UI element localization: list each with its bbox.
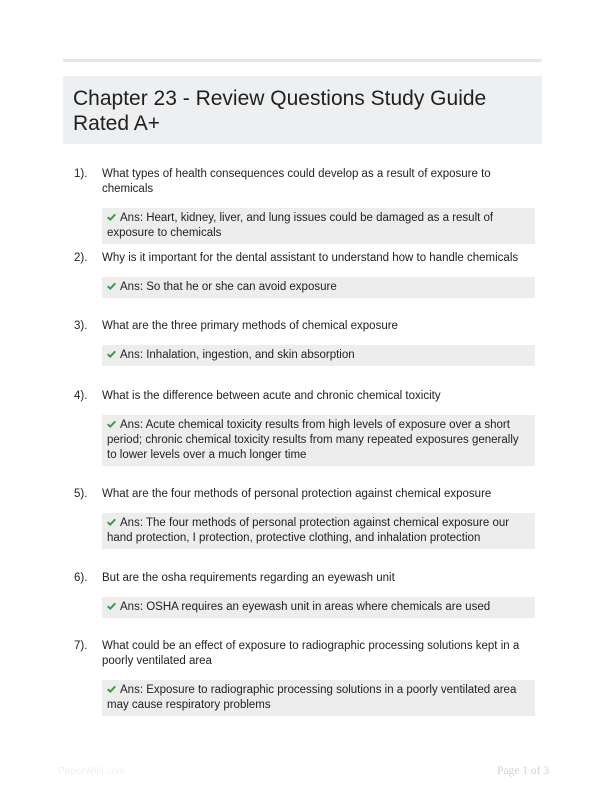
qa-item-4	[74, 388, 535, 486]
checkmark-icon	[107, 213, 116, 221]
top-divider	[63, 59, 542, 62]
question-number: 3).	[74, 320, 88, 332]
question-text: Why is it important for the dental assistant to understand how to handle chemicals	[102, 252, 519, 264]
answer-text: Ans: Exposure to radiographic processing solutions in a poorly ventilated area may cause respiratory problems	[107, 684, 517, 711]
checkmark-icon	[107, 685, 116, 693]
answer-box	[102, 513, 535, 549]
answer-box	[102, 415, 535, 466]
question-number: 2).	[74, 252, 88, 264]
page-title: Chapter 23 - Review Questions Study Guide Rated A+	[73, 87, 487, 135]
answer-box	[102, 597, 535, 618]
checkmark-icon	[107, 282, 116, 290]
answer-text: Ans: OSHA requires an eyewash unit in areas where chemicals are used	[120, 601, 491, 613]
qa-item-6	[74, 570, 535, 638]
checkmark-icon	[107, 518, 116, 526]
answer-box	[102, 277, 535, 298]
question-text: What types of health consequences could develop as a result of exposure to chemicals	[102, 168, 491, 195]
answer-text: Ans: Inhalation, ingestion, and skin absorption	[120, 349, 355, 361]
question-text: What are the three primary methods of chemical exposure	[102, 320, 398, 332]
question-number: 4).	[74, 390, 88, 402]
qa-item-1	[74, 166, 535, 250]
question-number: 5).	[74, 488, 88, 500]
checkmark-icon	[107, 602, 116, 610]
answer-text: Ans: The four methods of personal protection against chemical exposure our hand protection, I protection, protective clothing, and inhalation protection	[107, 517, 510, 544]
qa-item-2	[74, 250, 535, 318]
question-text: What is the difference between acute and chronic chemical toxicity	[102, 390, 441, 402]
page-indicator: Page 1 of 3	[497, 765, 550, 777]
qa-item-5	[74, 486, 535, 570]
checkmark-icon	[107, 420, 116, 428]
answer-text: Ans: Acute chemical toxicity results from high levels of exposure over a short period; chronic chemical toxicity results from many repeated exposures generally to lower levels over a much longer time	[107, 419, 519, 461]
checkmark-icon	[107, 350, 116, 358]
qa-list	[74, 166, 535, 716]
answer-box	[102, 345, 535, 366]
answer-text: Ans: Heart, kidney, liver, and lung issues could be damaged as a result of exposure to chemicals	[107, 212, 494, 239]
footer-watermark: PaperWiki.com	[58, 766, 126, 777]
question-text: What are the four methods of personal protection against chemical exposure	[102, 488, 492, 500]
title-banner	[63, 76, 542, 144]
question-number: 1).	[74, 168, 88, 180]
qa-item-3	[74, 318, 535, 388]
answer-box	[102, 680, 535, 716]
question-text: What could be an effect of exposure to radiographic processing solutions kept in a poorly ventilated area	[102, 640, 520, 667]
answer-box	[102, 208, 535, 244]
question-number: 6).	[74, 572, 88, 584]
question-number: 7).	[74, 640, 88, 652]
qa-item-7	[74, 638, 535, 716]
answer-text: Ans: So that he or she can avoid exposure	[120, 281, 337, 293]
question-text: But are the osha requirements regarding an eyewash unit	[102, 572, 395, 584]
